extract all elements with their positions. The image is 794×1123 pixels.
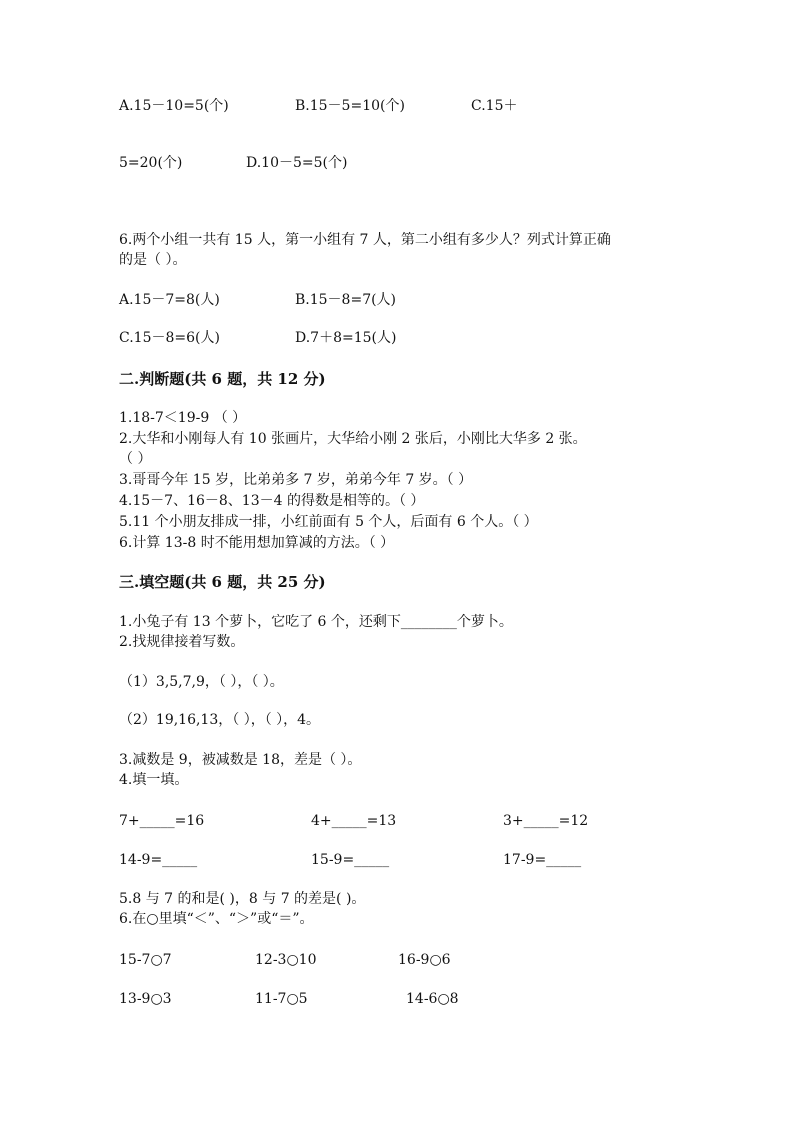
fill-q4-r1-c3: 3+_____=12 [503,813,589,829]
section2-title: 二.判断题(共 6 题，共 12 分) [119,370,326,388]
fill-q2: 2.找规律接着写数。 [119,634,245,650]
fill-q6: 6.在○里填“＜”、“＞”或“＝”。 [119,911,314,927]
compare-r2-c3: 14-6○8 [406,991,459,1007]
fill-q4: 4.填一填。 [119,772,189,788]
section3-title: 三.填空题(共 6 题，共 25 分) [119,573,326,591]
q5-option-d: D.10－5=5(个) [246,155,348,171]
fill-q4-r2-c3: 17-9=_____ [503,852,582,868]
judge-item-4: 4.15－7、16－8、13－4 的得数是相等的。（ ） [119,493,425,509]
compare-r2-c1: 13-9○3 [119,991,172,1007]
q6-option-d: D.7＋8=15(人) [295,330,397,346]
fill-q4-r1-c1: 7+_____=16 [119,813,205,829]
q6-stem-line1: 6.两个小组一共有 15 人，第一小组有 7 人，第二小组有多少人？列式计算正确 [119,232,611,248]
fill-q4-r2-c2: 15-9=_____ [311,852,390,868]
fill-q3: 3.减数是 9，被减数是 18，差是（ ）。 [119,752,362,768]
compare-r2-c2: 11-7○5 [255,991,308,1007]
q6-option-c: C.15－8=6(人) [119,330,220,346]
judge-item-2-bracket: （ ） [119,451,152,467]
compare-r1-c3: 16-9○6 [398,952,451,968]
judge-item-1: 1.18-7＜19-9 （ ） [119,410,247,426]
q5-option-b: B.15－5=10(个) [295,98,405,114]
fill-q4-r1-c2: 4+_____=13 [311,813,397,829]
compare-r1-c2: 12-3○10 [255,952,317,968]
judge-item-2: 2.大华和小刚每人有 10 张画片，大华给小刚 2 张后，小刚比大华多 2 张。 [119,431,587,447]
q6-option-b: B.15－8=7(人) [295,292,397,308]
fill-q1: 1.小兔子有 13 个萝卜，它吃了 6 个，还剩下________个萝卜。 [119,614,513,630]
fill-q5: 5.8 与 7 的和是( )，8 与 7 的差是( )。 [119,891,366,907]
fill-q4-r2-c1: 14-9=_____ [119,852,198,868]
q6-stem-line2: 的是（ ）。 [119,252,187,268]
compare-r1-c1: 15-7○7 [119,952,172,968]
fill-q2-part2: （2）19,16,13，（ ），（ ），4。 [119,712,321,728]
q5-option-c-part2: 5=20(个) [119,155,183,171]
q6-option-a: A.15－7=8(人) [119,292,220,308]
judge-item-6: 6.计算 13-8 时不能用想加算减的方法。（ ） [119,535,395,551]
q5-option-a: A.15－10=5(个) [119,98,229,114]
q5-option-c-part1: C.15＋ [471,98,518,114]
judge-item-5: 5.11 个小朋友排成一排，小红前面有 5 个人，后面有 6 个人。（ ） [119,514,538,530]
judge-item-3: 3.哥哥今年 15 岁，比弟弟多 7 岁，弟弟今年 7 岁。（ ） [119,472,473,488]
fill-q2-part1: （1）3,5,7,9，（ ），（ ）。 [119,674,284,690]
